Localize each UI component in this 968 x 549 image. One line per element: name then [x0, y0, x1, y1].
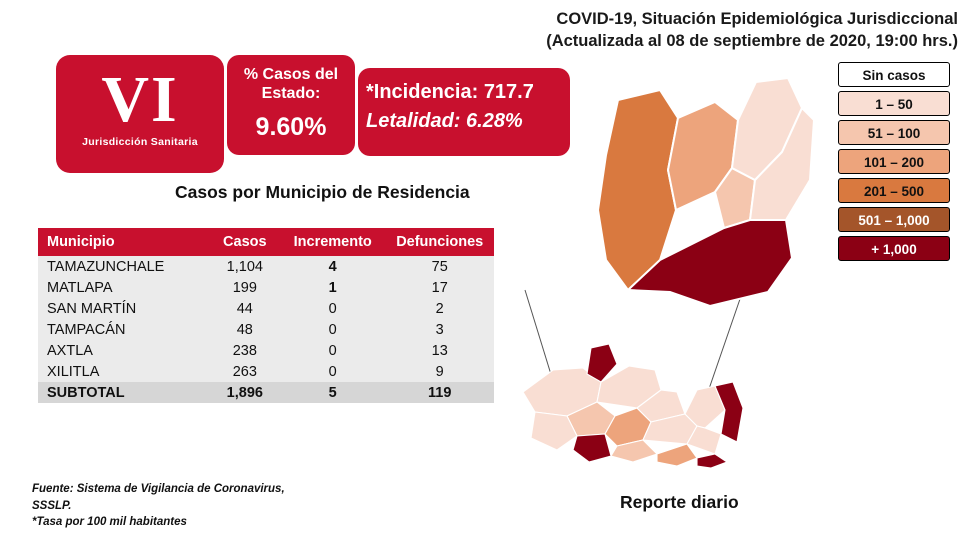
- state-percentage-label: [227, 55, 355, 103]
- cell-incremento: 0: [280, 319, 385, 340]
- page-title-line1: COVID-19, Situación Epidemiológica Jurisdiccional: [556, 10, 958, 28]
- cell-defunciones: 17: [385, 277, 494, 298]
- state-percentage-label-line1: % Casos del: [243, 66, 339, 83]
- cell-defunciones: 9: [385, 361, 494, 382]
- legend-item-5: 501 – 1,000: [838, 207, 950, 232]
- cases-table-head: [38, 228, 494, 256]
- jurisdiction-number: VI: [101, 63, 179, 136]
- cell-municipio: AXTLA: [38, 340, 210, 361]
- cases-table: [38, 228, 494, 403]
- state-map-highlight-center: [573, 434, 611, 462]
- cell-incremento: 0: [280, 340, 385, 361]
- cases-table-container: [38, 228, 494, 403]
- cases-table-body: [38, 256, 494, 403]
- cell-incremento: 1: [280, 277, 385, 298]
- page-title-line2: (Actualizada al 08 de septiembre de 2020, 19:00 hrs.): [546, 32, 958, 51]
- col-header-municipio: Municipio: [38, 228, 210, 256]
- col-header-casos: Casos: [210, 228, 280, 256]
- cell-casos: 263: [210, 361, 280, 382]
- col-header-incremento: Incremento: [280, 228, 385, 256]
- cell-casos: 199: [210, 277, 280, 298]
- legend-item-1: 1 – 50: [838, 91, 950, 116]
- cell-casos: 48: [210, 319, 280, 340]
- cell-municipio: SAN MARTÍN: [38, 298, 210, 319]
- cell-defunciones: 3: [385, 319, 494, 340]
- cell-incremento: 0: [280, 361, 385, 382]
- table-row: [38, 340, 494, 361]
- legend-item-3: 101 – 200: [838, 149, 950, 174]
- state-percentage-card: [227, 55, 355, 155]
- cell-subtotal-casos: 1,896: [210, 382, 280, 403]
- cell-subtotal-defunciones: 119: [385, 382, 494, 403]
- cell-municipio: XILITLA: [38, 361, 210, 382]
- table-header-row: [38, 228, 494, 256]
- table-row-subtotal: [38, 382, 494, 403]
- table-row: [38, 298, 494, 319]
- map-legend: [838, 62, 950, 265]
- cell-defunciones: 2: [385, 298, 494, 319]
- jurisdiction-caption: Jurisdicción Sanitaria: [82, 135, 198, 148]
- cell-casos: 238: [210, 340, 280, 361]
- cell-incremento: 4: [280, 256, 385, 277]
- source-line1: Fuente: Sistema de Vigilancia de Coronavirus,: [32, 482, 285, 495]
- legend-item-6: + 1,000: [838, 236, 950, 261]
- state-map-highlight-south: [697, 454, 727, 468]
- table-row: [38, 319, 494, 340]
- page-title: [398, 8, 958, 53]
- jurisdiction-logo: [56, 55, 224, 173]
- lethality-value: Letalidad: 6.28%: [366, 110, 523, 132]
- cell-subtotal-incremento: 5: [280, 382, 385, 403]
- col-header-defunciones: Defunciones: [385, 228, 494, 256]
- state-map: [505, 330, 785, 470]
- incidence-value: *Incidencia: 717.7: [366, 81, 534, 103]
- source-line2: SSSLP.: [32, 499, 72, 512]
- cell-municipio: TAMAZUNCHALE: [38, 256, 210, 277]
- table-row: [38, 256, 494, 277]
- cell-municipio: MATLAPA: [38, 277, 210, 298]
- state-percentage-label-line2: Estado:: [261, 85, 321, 103]
- table-row: [38, 361, 494, 382]
- cell-casos: 44: [210, 298, 280, 319]
- cell-municipio: TAMPACÁN: [38, 319, 210, 340]
- cell-casos: 1,104: [210, 256, 280, 277]
- table-row: [38, 277, 494, 298]
- state-percentage-value: 9.60%: [255, 113, 327, 142]
- legend-item-4: 201 – 500: [838, 178, 950, 203]
- source-line3: *Tasa por 100 mil habitantes: [32, 516, 187, 529]
- report-label: Reporte diario: [620, 492, 739, 512]
- legend-item-2: 51 – 100: [838, 120, 950, 145]
- cell-incremento: 0: [280, 298, 385, 319]
- cell-subtotal-label: SUBTOTAL: [38, 382, 210, 403]
- cell-defunciones: 75: [385, 256, 494, 277]
- source-note: [32, 481, 332, 531]
- jurisdiction-map: [510, 60, 830, 360]
- cell-defunciones: 13: [385, 340, 494, 361]
- section-title: Casos por Municipio de Residencia: [175, 182, 470, 202]
- legend-item-0: Sin casos: [838, 62, 950, 87]
